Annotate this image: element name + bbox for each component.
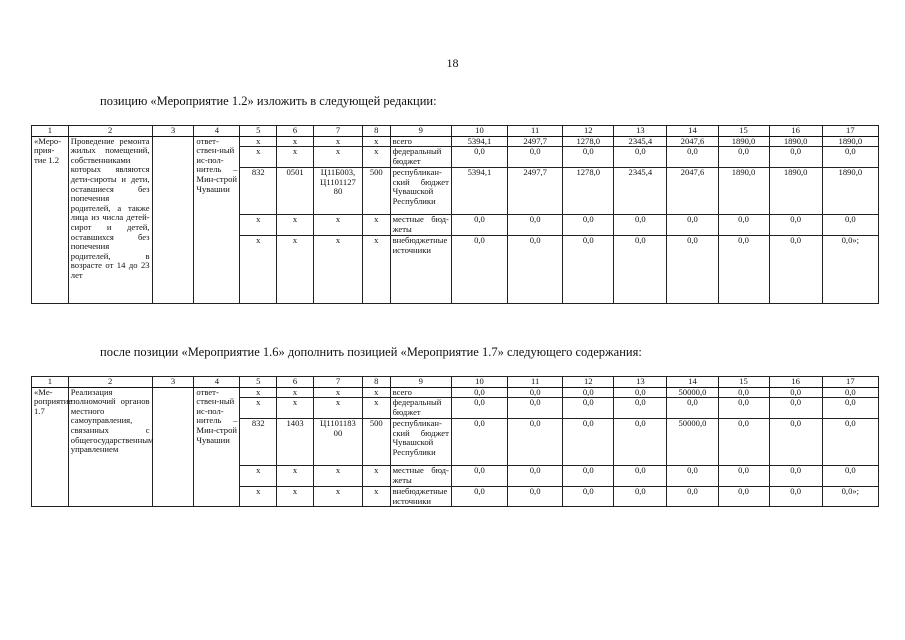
amount-cell-c15: 0,0 <box>718 147 769 168</box>
amount-cell-c13: 2345,4 <box>614 136 667 147</box>
header-cell: 12 <box>563 377 614 388</box>
amount-cell-c14: 0,0 <box>667 487 718 507</box>
header-cell: 17 <box>822 377 878 388</box>
section-cell: 1403 <box>277 419 314 466</box>
chief-administrator-cell: x <box>240 398 277 419</box>
header-row <box>32 126 879 137</box>
amount-cell-c15: 1890,0 <box>718 136 769 147</box>
header-cell: 10 <box>451 377 507 388</box>
section-cell: x <box>277 398 314 419</box>
chief-administrator-cell: x <box>240 487 277 507</box>
amount-cell-c12: 1278,0 <box>563 136 614 147</box>
chief-administrator-cell: x <box>240 466 277 487</box>
header-cell: 1 <box>32 126 69 137</box>
header-cell: 16 <box>769 126 822 137</box>
amount-cell-c15: 0,0 <box>718 487 769 507</box>
amount-cell-c15: 0,0 <box>718 419 769 466</box>
header-cell: 3 <box>152 126 194 137</box>
empty-cell <box>152 136 194 304</box>
amount-cell-c17: 0,0 <box>822 398 878 419</box>
amount-cell-c14: 2047,6 <box>667 168 718 215</box>
amount-cell-c12: 0,0 <box>563 487 614 507</box>
measure-description-cell: Проведение ремонта жилых помещений, собственниками которых являются дети-сироты и дети, оставшиеся без попечения родителей, а также лица из числа детей-сирот и детей, оставшихся без попечения родителей, в возрасте от 14 до 23 лет <box>68 136 152 304</box>
header-cell: 17 <box>822 126 878 137</box>
expense-type-cell: x <box>362 387 390 398</box>
amount-cell-c17: 0,0 <box>822 147 878 168</box>
header-cell: 6 <box>277 126 314 137</box>
amount-cell-c13: 0,0 <box>614 387 667 398</box>
amount-cell-c17: 1890,0 <box>822 136 878 147</box>
amount-cell-c10: 0,0 <box>451 215 507 236</box>
amount-cell-c17: 0,0»; <box>822 487 878 507</box>
header-cell: 7 <box>313 126 362 137</box>
header-cell: 5 <box>240 126 277 137</box>
amount-cell-c16: 0,0 <box>769 487 822 507</box>
header-cell: 5 <box>240 377 277 388</box>
amount-cell-c13: 0,0 <box>614 466 667 487</box>
amount-cell-c14: 0,0 <box>667 147 718 168</box>
table-row <box>32 136 879 147</box>
amount-cell-c13: 2345,4 <box>614 168 667 215</box>
header-cell: 9 <box>390 377 451 388</box>
section-cell: x <box>277 215 314 236</box>
header-cell: 13 <box>614 377 667 388</box>
section-cell: x <box>277 487 314 507</box>
amount-cell-c15: 0,0 <box>718 398 769 419</box>
measure-number-cell: «Меро-прия-тие 1.2 <box>32 136 69 304</box>
amount-cell-c13: 0,0 <box>614 419 667 466</box>
responsible-executor-cell: ответ-ствен-ный ис-пол-нитель – Мин-строй Чувашии <box>194 387 240 507</box>
funding-source-cell: федеральный бюджет <box>390 398 451 419</box>
header-cell: 12 <box>563 126 614 137</box>
expense-type-cell: x <box>362 487 390 507</box>
amount-cell-c16: 0,0 <box>769 466 822 487</box>
amount-cell-c17: 0,0 <box>822 215 878 236</box>
amount-cell-c10: 0,0 <box>451 236 507 304</box>
header-cell: 15 <box>718 377 769 388</box>
intro-paragraph-2: после позиции «Мероприятие 1.6» дополнить позицией «Мероприятие 1.7» следующего содержания: <box>100 345 642 359</box>
funding-source-cell: местные бюд-жеты <box>390 215 451 236</box>
amount-cell-c12: 0,0 <box>563 147 614 168</box>
amount-cell-c15: 0,0 <box>718 215 769 236</box>
funding-source-cell: республикан-ский бюджет Чувашской Республики <box>390 419 451 466</box>
amount-cell-c16: 0,0 <box>769 215 822 236</box>
amount-cell-c17: 0,0 <box>822 466 878 487</box>
amount-cell-c16: 1890,0 <box>769 168 822 215</box>
amount-cell-c13: 0,0 <box>614 236 667 304</box>
header-cell: 13 <box>614 126 667 137</box>
amount-cell-c11: 0,0 <box>508 466 563 487</box>
target-article-cell: x <box>313 466 362 487</box>
measure-1-2-table <box>31 125 879 304</box>
amount-cell-c12: 0,0 <box>563 466 614 487</box>
expense-type-cell: 500 <box>362 419 390 466</box>
amount-cell-c10: 0,0 <box>451 387 507 398</box>
funding-source-cell: республикан-ский бюджет Чувашской Республики <box>390 168 451 215</box>
section-cell: x <box>277 466 314 487</box>
amount-cell-c10: 0,0 <box>451 487 507 507</box>
amount-cell-c10: 5394,1 <box>451 168 507 215</box>
header-cell: 1 <box>32 377 69 388</box>
header-cell: 14 <box>667 126 718 137</box>
amount-cell-c11: 2497,7 <box>508 136 563 147</box>
amount-cell-c11: 0,0 <box>508 215 563 236</box>
funding-source-cell: внебюджетные источники <box>390 487 451 507</box>
header-cell: 7 <box>313 377 362 388</box>
amount-cell-c10: 0,0 <box>451 398 507 419</box>
amount-cell-c11: 0,0 <box>508 398 563 419</box>
amount-cell-c16: 0,0 <box>769 147 822 168</box>
amount-cell-c10: 0,0 <box>451 147 507 168</box>
header-cell: 8 <box>362 377 390 388</box>
header-cell: 16 <box>769 377 822 388</box>
amount-cell-c14: 0,0 <box>667 398 718 419</box>
amount-cell-c14: 0,0 <box>667 215 718 236</box>
amount-cell-c16: 0,0 <box>769 387 822 398</box>
amount-cell-c12: 1278,0 <box>563 168 614 215</box>
header-cell: 2 <box>68 377 152 388</box>
amount-cell-c10: 0,0 <box>451 466 507 487</box>
amount-cell-c13: 0,0 <box>614 398 667 419</box>
header-cell: 11 <box>508 377 563 388</box>
funding-source-cell: федеральный бюджет <box>390 147 451 168</box>
amount-cell-c12: 0,0 <box>563 398 614 419</box>
funding-source-cell: внебюджетные источники <box>390 236 451 304</box>
expense-type-cell: x <box>362 398 390 419</box>
amount-cell-c17: 1890,0 <box>822 168 878 215</box>
amount-cell-c16: 0,0 <box>769 398 822 419</box>
amount-cell-c11: 0,0 <box>508 147 563 168</box>
expense-type-cell: x <box>362 147 390 168</box>
expense-type-cell: x <box>362 466 390 487</box>
header-cell: 4 <box>194 377 240 388</box>
chief-administrator-cell: x <box>240 236 277 304</box>
section-cell: x <box>277 147 314 168</box>
amount-cell-c14: 0,0 <box>667 466 718 487</box>
chief-administrator-cell: x <box>240 136 277 147</box>
target-article-cell: Ц11Б003, Ц1101127 80 <box>313 168 362 215</box>
expense-type-cell: x <box>362 136 390 147</box>
header-cell: 3 <box>152 377 194 388</box>
amount-cell-c11: 2497,7 <box>508 168 563 215</box>
header-cell: 6 <box>277 377 314 388</box>
section-cell: x <box>277 236 314 304</box>
amount-cell-c15: 0,0 <box>718 236 769 304</box>
measure-description-cell: Реализация полномочий органов местного самоуправления, связанных с общегосударственным управлением <box>68 387 152 507</box>
chief-administrator-cell: x <box>240 147 277 168</box>
amount-cell-c13: 0,0 <box>614 215 667 236</box>
amount-cell-c15: 0,0 <box>718 387 769 398</box>
target-article-cell: x <box>313 487 362 507</box>
target-article-cell: x <box>313 136 362 147</box>
amount-cell-c12: 0,0 <box>563 215 614 236</box>
amount-cell-c15: 0,0 <box>718 466 769 487</box>
target-article-cell: x <box>313 236 362 304</box>
amount-cell-c12: 0,0 <box>563 419 614 466</box>
amount-cell-c11: 0,0 <box>508 387 563 398</box>
section-cell: x <box>277 136 314 147</box>
amount-cell-c12: 0,0 <box>563 387 614 398</box>
expense-type-cell: 500 <box>362 168 390 215</box>
target-article-cell: x <box>313 215 362 236</box>
header-cell: 2 <box>68 126 152 137</box>
amount-cell-c16: 0,0 <box>769 236 822 304</box>
empty-cell <box>152 387 194 507</box>
amount-cell-c13: 0,0 <box>614 147 667 168</box>
target-article-cell: x <box>313 398 362 419</box>
page-number: 18 <box>446 56 459 70</box>
amount-cell-c16: 1890,0 <box>769 136 822 147</box>
expense-type-cell: x <box>362 215 390 236</box>
target-article-cell: x <box>313 387 362 398</box>
table-row <box>32 387 879 398</box>
header-cell: 8 <box>362 126 390 137</box>
funding-source-cell: всего <box>390 387 451 398</box>
chief-administrator-cell: 832 <box>240 419 277 466</box>
chief-administrator-cell: 832 <box>240 168 277 215</box>
amount-cell-c11: 0,0 <box>508 419 563 466</box>
measure-number-cell: «Ме-роприятие 1.7 <box>32 387 69 507</box>
chief-administrator-cell: x <box>240 387 277 398</box>
intro-paragraph-1: позицию «Мероприятие 1.2» изложить в следующей редакции: <box>100 94 437 108</box>
amount-cell-c17: 0,0 <box>822 387 878 398</box>
header-cell: 9 <box>390 126 451 137</box>
funding-source-cell: местные бюд-жеты <box>390 466 451 487</box>
funding-source-cell: всего <box>390 136 451 147</box>
amount-cell-c17: 0,0 <box>822 419 878 466</box>
header-cell: 14 <box>667 377 718 388</box>
amount-cell-c14: 2047,6 <box>667 136 718 147</box>
responsible-executor-cell: ответ-ствен-ный ис-пол-нитель – Мин-строй Чувашии <box>194 136 240 304</box>
amount-cell-c11: 0,0 <box>508 487 563 507</box>
section-cell: 0501 <box>277 168 314 215</box>
amount-cell-c11: 0,0 <box>508 236 563 304</box>
amount-cell-c10: 5394,1 <box>451 136 507 147</box>
header-cell: 15 <box>718 126 769 137</box>
header-cell: 10 <box>451 126 507 137</box>
amount-cell-c14: 50000,0 <box>667 419 718 466</box>
target-article-cell: x <box>313 147 362 168</box>
measure-1-7-table <box>31 376 879 507</box>
header-cell: 4 <box>194 126 240 137</box>
header-cell: 11 <box>508 126 563 137</box>
section-cell: x <box>277 387 314 398</box>
amount-cell-c12: 0,0 <box>563 236 614 304</box>
amount-cell-c14: 0,0 <box>667 236 718 304</box>
chief-administrator-cell: x <box>240 215 277 236</box>
target-article-cell: Ц1101183 00 <box>313 419 362 466</box>
expense-type-cell: x <box>362 236 390 304</box>
amount-cell-c14: 50000,0 <box>667 387 718 398</box>
amount-cell-c16: 0,0 <box>769 419 822 466</box>
amount-cell-c15: 1890,0 <box>718 168 769 215</box>
amount-cell-c17: 0,0»; <box>822 236 878 304</box>
header-row <box>32 377 879 388</box>
amount-cell-c10: 0,0 <box>451 419 507 466</box>
amount-cell-c13: 0,0 <box>614 487 667 507</box>
